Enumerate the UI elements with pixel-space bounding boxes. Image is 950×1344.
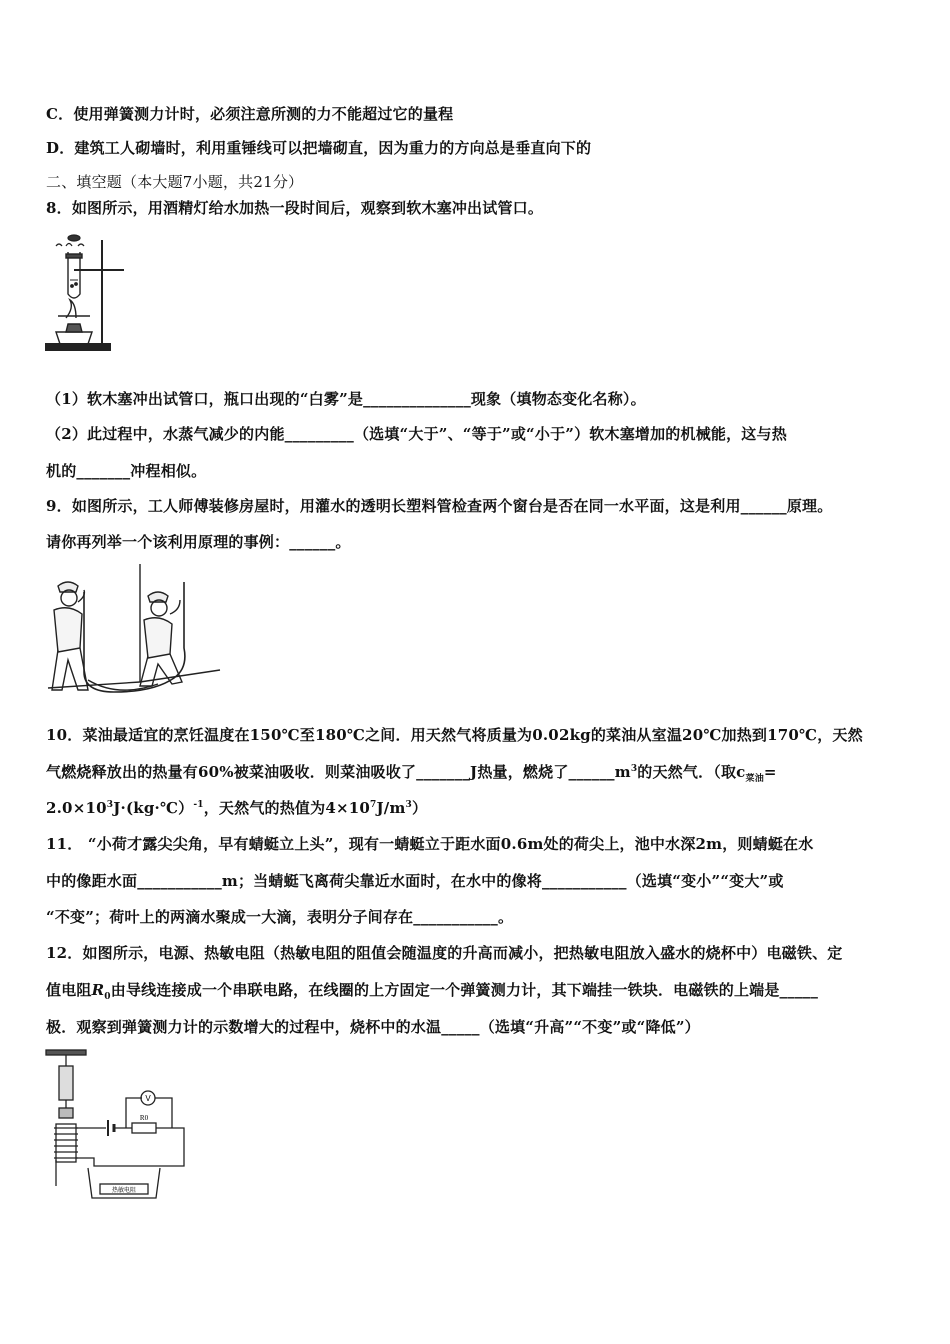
iron-block xyxy=(59,1108,73,1118)
q9-line1: 9．如图所示，工人师傅装修房屋时，用灌水的透明长塑料管检查两个窗台是否在同一水平面，这是利用______原理。 xyxy=(46,497,833,515)
q12-line1: 12．如图所示，电源、热敏电阻（热敏电阻的阻值会随温度的升高而减小，把热敏电阻放入盛水的烧杯中）电磁铁、定 xyxy=(46,944,843,962)
worker-left xyxy=(52,582,88,690)
q12-line3: 极．观察到弹簧测力计的示数增大的过程中，烧杯中的水温_____（选填“升高”“不变”或“降低”） xyxy=(46,1018,700,1036)
section-title: 二、填空题（本大题7小题，共21分） xyxy=(46,173,304,191)
q10-line2 xyxy=(46,761,777,784)
q12-line2 xyxy=(46,979,818,1002)
q10-line3-sup3: 7 xyxy=(370,800,377,810)
q9-figure-workers xyxy=(44,562,222,702)
q11-line3: “不变”；荷叶上的两滴水聚成一大滴，表明分子间存在___________。 xyxy=(46,908,514,926)
q12-figure-circuit xyxy=(44,1048,194,1206)
worker-right xyxy=(140,592,182,686)
q12-line2-text-b: 由导线连接成一个串联电路，在线圈的上方固定一个弹簧测力计，其下端挂一铁块．电磁铁的上端是_____ xyxy=(110,981,819,999)
q10-line3-sup4: 3 xyxy=(405,800,412,810)
q10-line3 xyxy=(46,797,427,818)
q10-line3-text-b: J·(kg·℃） xyxy=(113,799,194,817)
q10-line2-sup: 3 xyxy=(630,764,638,774)
steam-cork xyxy=(56,235,84,246)
test-tube xyxy=(66,252,82,298)
q11-line2: 中的像距水面___________m；当蜻蜓飞离荷尖靠近水面时，在水中的像将___________（选填“变小”“变大”或 xyxy=(46,872,784,890)
q8-part3: 机的_______冲程相似。 xyxy=(46,462,207,480)
resistor-r0 xyxy=(132,1123,156,1133)
q12-line2-sub: 0 xyxy=(104,992,111,1002)
q8-part2: （2）此过程中，水蒸气减少的内能_________（选填“大于”、“等于”或“小于”）软木塞增加的机械能，这与热 xyxy=(46,425,787,443)
q10-line2-text-a: 气燃烧释放出的热量有60%被菜油吸收．则菜油吸收了_______J热量，燃烧了______m xyxy=(46,763,631,781)
electromagnet-coil xyxy=(54,1124,78,1162)
q8-figure-alcohol-lamp xyxy=(44,232,134,354)
option-c: C．使用弹簧测力计时，必须注意所测的力不能超过它的量程 xyxy=(46,105,454,123)
q10-line2-text-c: = xyxy=(763,763,777,781)
q11-line1: 11． “小荷才露尖尖角，早有蜻蜓立上头”，现有一蜻蜓立于距水面0.6m处的荷尖上，池中水深2m，则蜻蜓在水 xyxy=(46,835,814,853)
q8-stem: 8．如图所示，用酒精灯给水加热一段时间后，观察到软木塞冲出试管口。 xyxy=(46,199,544,217)
ceiling-mount xyxy=(46,1050,86,1055)
thermistor-label: 热敏电阻 xyxy=(111,1187,137,1194)
iron-stand xyxy=(46,240,124,350)
q10-line3-sup2: -1 xyxy=(193,800,204,810)
q12-line2-text-a: 值电阻 xyxy=(46,981,92,999)
q10-line2-text-b: 的天然气．（取c xyxy=(637,763,746,781)
q8-part1: （1）软木塞冲出试管口，瓶口出现的“白雾”是______________现象（填物态变化名称）。 xyxy=(46,390,646,408)
q10-line3-text-e: ） xyxy=(412,799,428,817)
option-d: D．建筑工人砌墙时，利用重锤线可以把墙砌直，因为重力的方向总是垂直向下的 xyxy=(46,139,592,157)
q10-line3-sup1: 3 xyxy=(106,800,114,810)
voltmeter-label: V xyxy=(145,1094,151,1103)
q10-line3-text-d: J/m xyxy=(376,799,406,817)
resistor-label: R0 xyxy=(139,1114,149,1122)
spring-scale xyxy=(59,1066,73,1100)
alcohol-lamp xyxy=(56,300,92,344)
q10-line3-text-c: ，天然气的热值为4×10 xyxy=(203,799,370,817)
q12-line2-r: R xyxy=(91,981,105,999)
q10-line2-sub: 菜油 xyxy=(745,774,764,784)
q9-line2: 请你再列举一个该利用原理的事例：______。 xyxy=(46,533,351,551)
q10-line1: 10．菜油最适宜的烹饪温度在150℃至180℃之间．用天然气将质量为0.02kg的菜油从室温20℃加热到170℃，天然 xyxy=(46,726,863,744)
q10-line3-text-a: 2.0×10 xyxy=(46,799,107,817)
